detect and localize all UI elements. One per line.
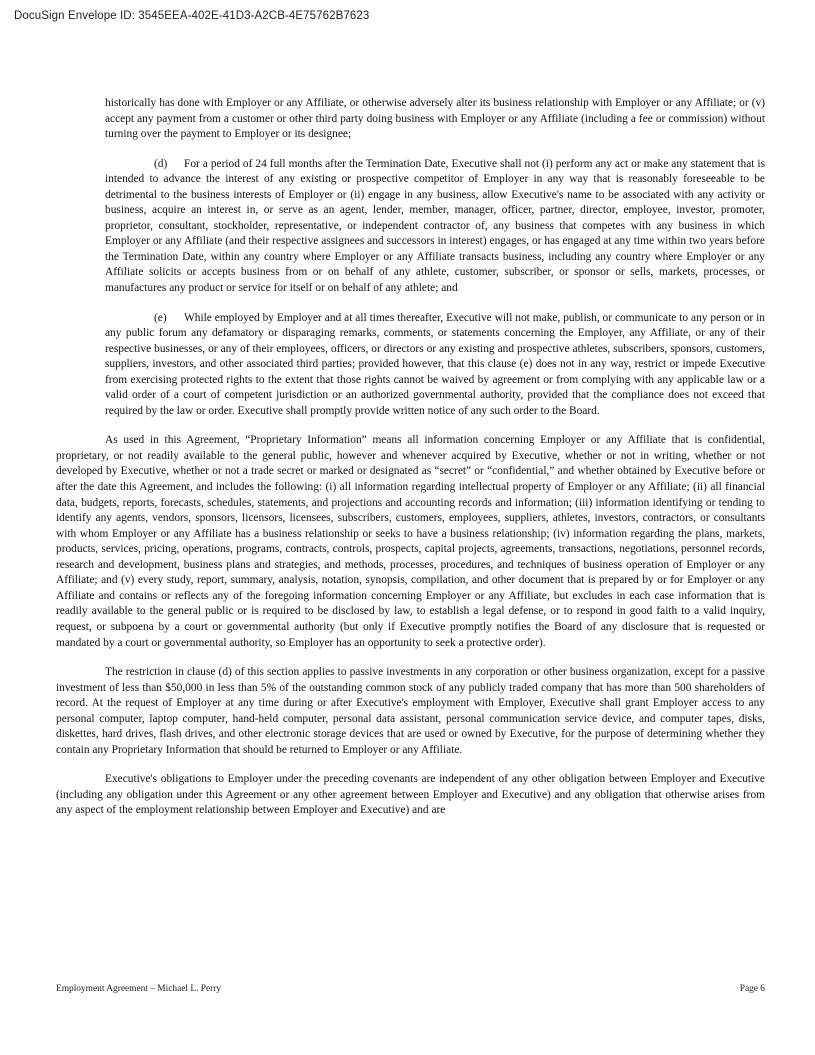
clause-e-text: While employed by Employer and at all times thereafter, Executive will not make, publish, or communicate to any person or in any public forum any defamatory or disparaging remarks, comments, or statements concerning the Employer, any Affiliate, or any of their respective businesses, or any of their employees, officers, or directors or any existing and prospective athletes, subscribers, sponsors, customers, suppliers, investors, and other associated third parties; provided however, that this clause (e) does not in any way, restrict or impede Executive from exercising protected rights to the extent that those rights cannot be waived by agreement or from complying with any applicable law or a valid order of a court of competent jurisdiction or an authorized governmental authority, provided that the compliance does not exceed that required by the law or order. Executive shall promptly provide written notice of any such order to the Board. [105,311,765,417]
page-number: Page 6 [739,984,765,994]
continuation-paragraph: historically has done with Employer or any Affiliate, or otherwise adversely alter its business relationship with Employer or any Affiliate; or (v) accept any payment from a customer or other third party doing business with Employer or any Affiliate (including a fee or commission) without turning over the payment to Employer or its designee; [105,97,765,141]
envelope-id: DocuSign Envelope ID: 3545EEA-402E-41D3-A2CB-4E75762B7623 [14,10,370,22]
document-body [56,96,765,819]
clause-d-label: (d) [154,157,168,170]
page-footer [56,984,765,994]
clause-d-text: For a period of 24 full months after the Termination Date, Executive shall not (i) perform any act or make any statement that is intended to advance the interest of any existing or prospective competitor of Employer in any way that is reasonably foreseeable to be detrimental to the business interests of Employer or (ii) engage in any business, allow Executive's name to be associated with any activity or business, acquire an interest in, or serve as an agent, lender, member, manager, officer, partner, director, employee, investor, promoter, proprietor, consultant, stockholder, representative, or independent contractor of, any business that competes with any business in which Employer or any Affiliate (and their respective assignees and successors in interest) engages, or has engaged at any time within two years before the Termination Date, within any country where Employer or any Affiliate transacts business, including any country where Employer or any Affiliate solicits or accepts business from or on behalf of any athlete, customer, subscriber, or sponsor or sells, markets, processes, or manufactures any product or service for itself or on behalf of any athlete; and [105,157,765,295]
footer-document-title: Employment Agreement – Michael L. Perry [56,984,222,994]
clause-e-label: (e) [154,311,167,324]
obligations-paragraph: Executive's obligations to Employer under the preceding covenants are independent of any other obligation between Employer and Executive (including any obligation under this Agreement or any other agreement between Employer and Executive) and any obligation that otherwise arises from any aspect of the employment relationship between Employer and Executive) and are [56,773,765,817]
restriction-paragraph: The restriction in clause (d) of this section applies to passive investments in any corporation or other business organization, except for a passive investment of less than $50,000 in less than 5% of the outstanding common stock of any publicly traded company that has more than 500 shareholders of record. At the request of Employer at any time during or after Executive's employment with Employer, Executive shall grant Employer access to any personal computer, laptop computer, hand-held computer, personal data assistant, personal communication service device, and computer tapes, disks, diskettes, hard drives, flash drives, and other electronic storage devices that are used or owned by Executive, for the purpose of determining whether they contain any Proprietary Information that should be returned to Employer or any Affiliate. [56,666,765,756]
clause-d [105,157,765,297]
proprietary-information-paragraph: As used in this Agreement, “Proprietary Information” means all information concerning Employer or any Affiliate that is confidential, proprietary, or not readily available to the general public, however and whenever acquired by Executive, whether or not in writing, whether or not developed by Executive, whether or not a trade secret or marked or designated as “secret” or “confidential,” and whether obtained by Executive before or after the date this Agreement, and includes the following: (i) all information regarding intellectual property of Employer or any Affiliate; (ii) all financial data, budgets, reports, forecasts, schedules, statements, and projections and accounting records and information; (iii) information identifying or tending to identify any agents, vendors, sponsors, licensors, licensees, subscribers, customers, employees, suppliers, athletes, investors, contractors, or consultants with whom Employer or any Affiliate has a business relationship or seeks to have a business relationship; (iv) information regarding the plans, markets, products, services, pricing, operations, programs, contracts, controls, prospects, capital projects, agreements, transactions, negotiations, personnel records, research and development, business plans and strategies, and methods, processes, procedures, and techniques of business operation of Employer or any Affiliate; and (v) every study, report, summary, analysis, notation, synopsis, compilation, and other document that is prepared by or for Employer or any Affiliate and contains or reflects any of the foregoing information concerning Employer or any Affiliate, but excludes in each case information that is readily available to the general public or is required to be disclosed by law, to establish a legal defense, or to respond in good faith to a valid inquiry, request, or subpoena by a court or governmental authority (but only if Executive promptly notifies the Board of any disclosure that is requested or mandated by a court or governmental authority, so Employer has an opportunity to seek a protective order). [56,434,765,649]
clause-e [105,311,765,420]
